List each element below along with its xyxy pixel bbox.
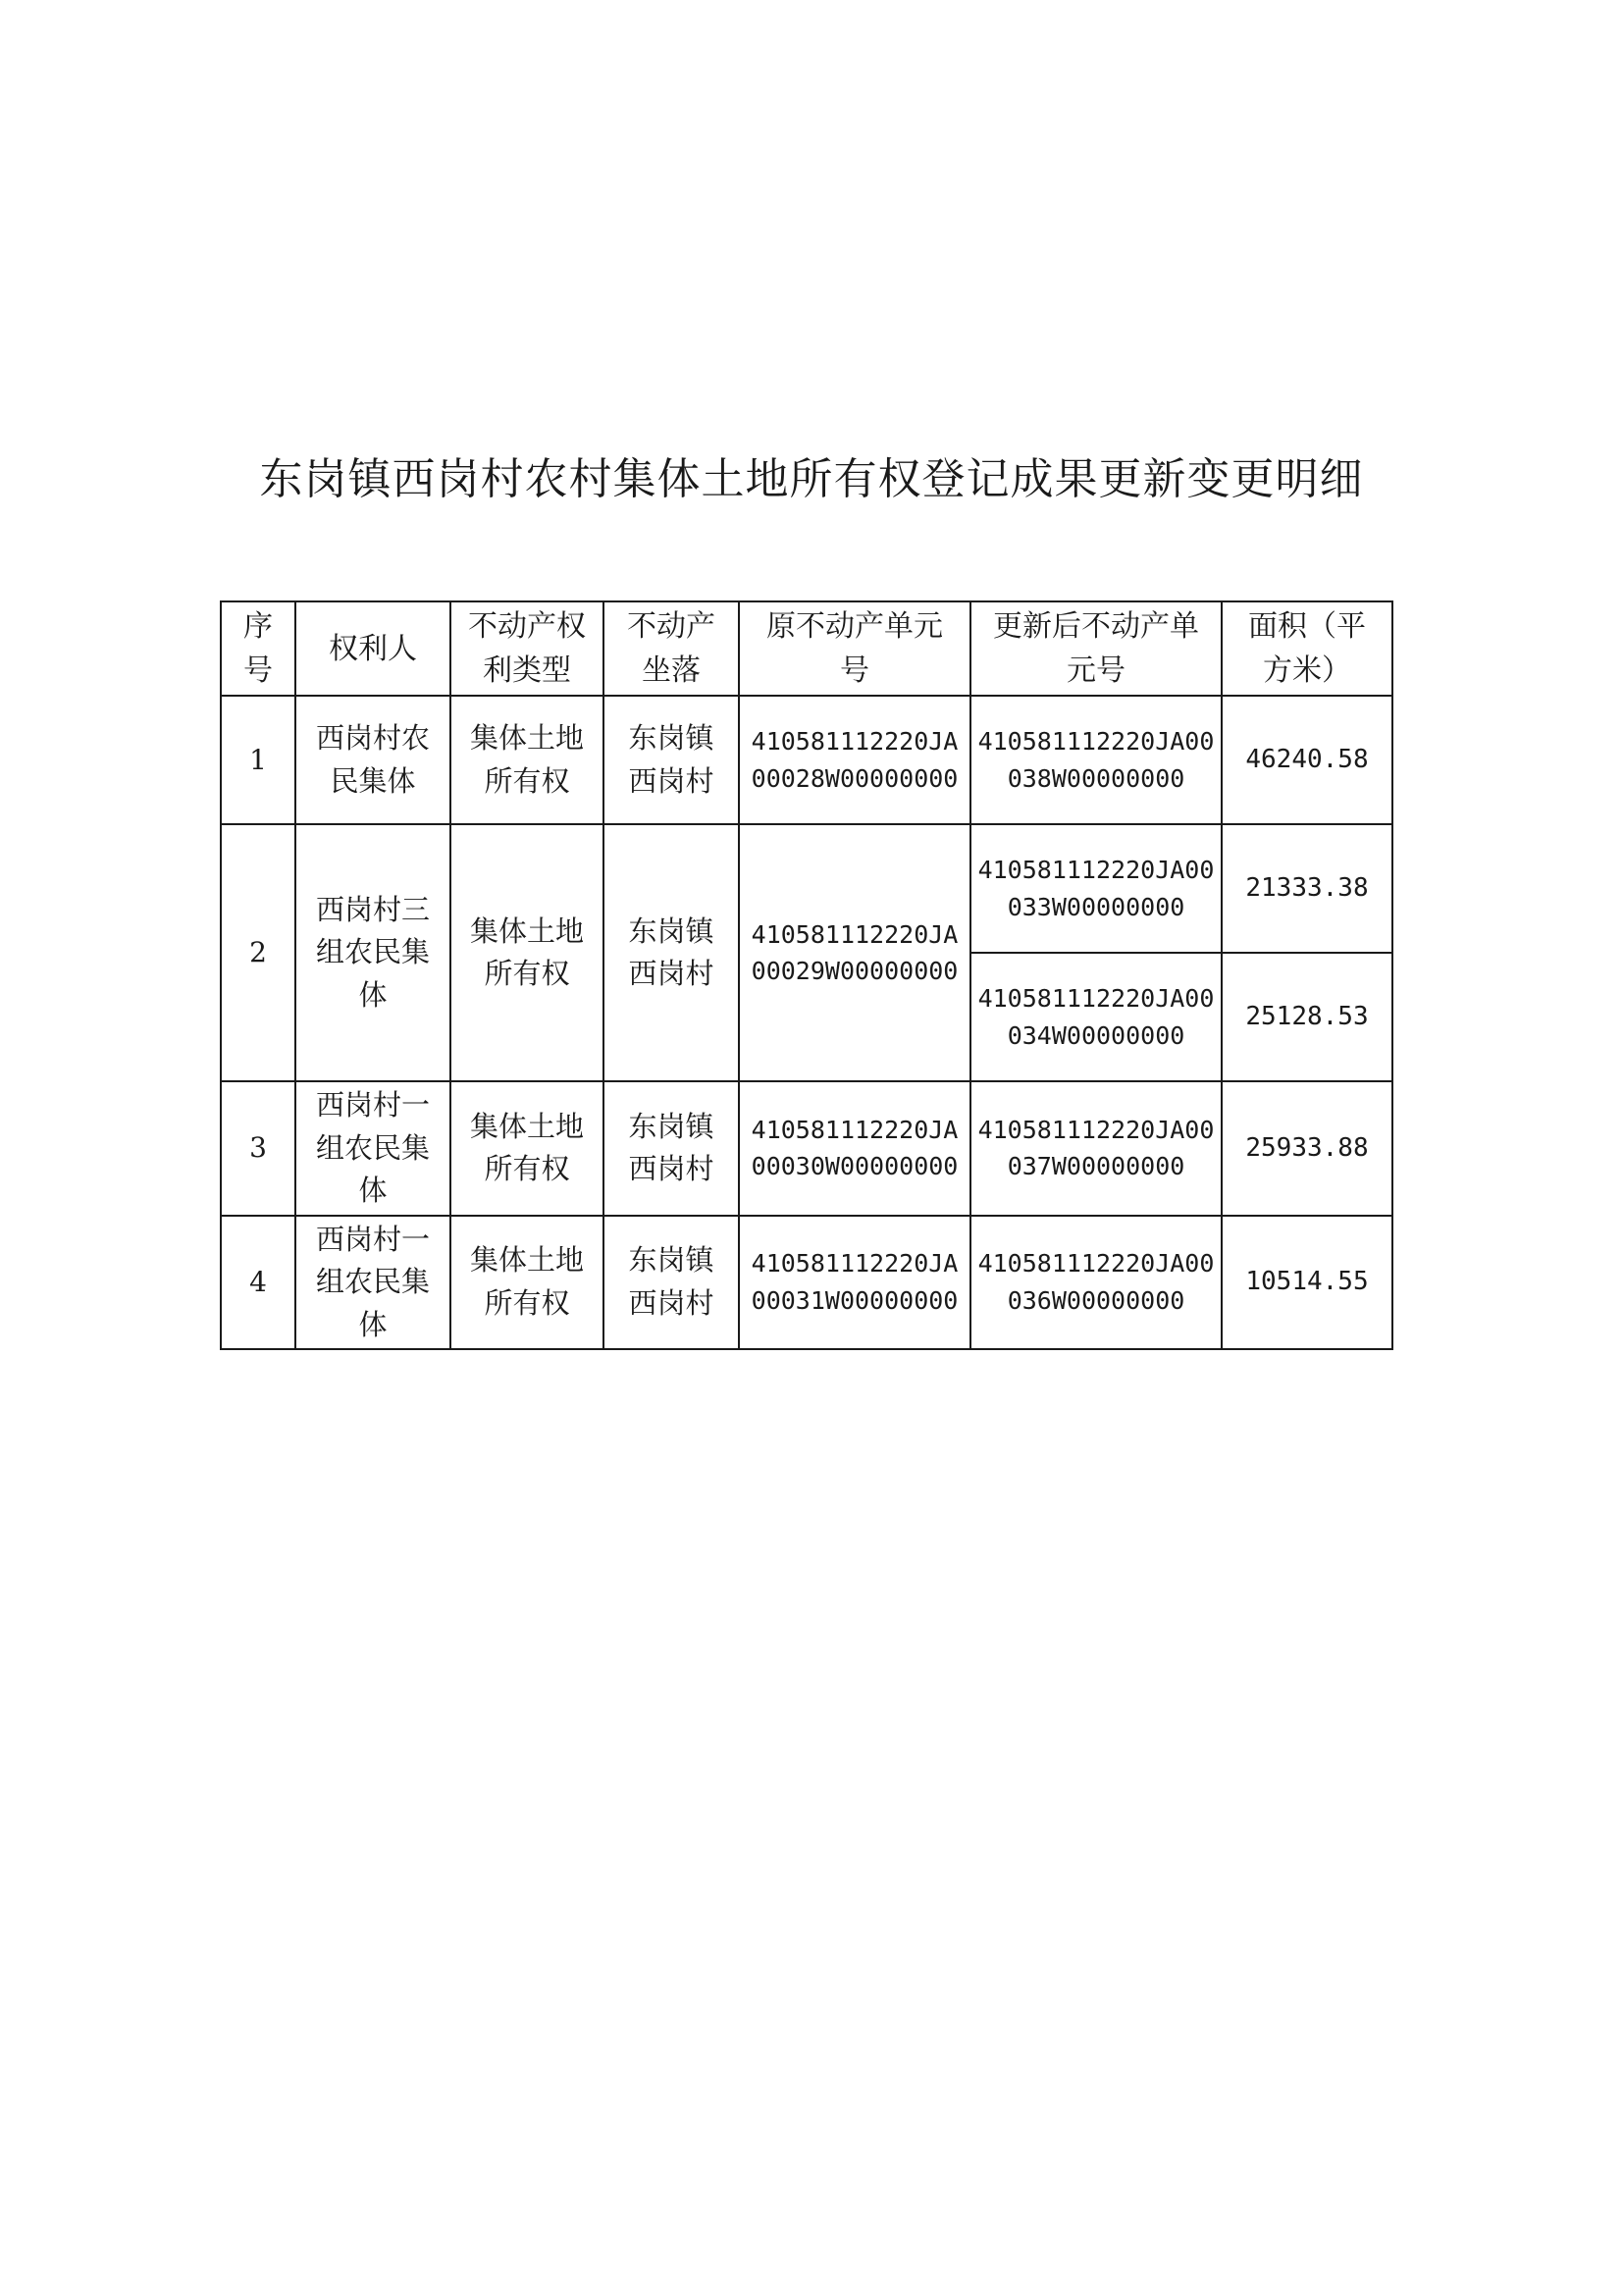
cell-seq: 1	[221, 696, 295, 824]
cell-area: 46240.58	[1222, 696, 1392, 824]
cell-seq: 4	[221, 1216, 295, 1350]
cell-new-unit: 410581112220JA00033W00000000	[970, 824, 1222, 953]
table-header-row	[221, 601, 1392, 696]
cell-location: 东岗镇西岗村	[603, 824, 739, 1081]
cell-old-unit: 410581112220JA00028W00000000	[739, 696, 970, 824]
cell-seq: 2	[221, 824, 295, 1081]
header-old-unit: 原不动产单元号	[739, 601, 970, 696]
cell-owner: 西岗村一组农民集体	[295, 1216, 450, 1350]
table-row	[221, 824, 1392, 953]
table-row	[221, 1081, 1392, 1216]
header-seq: 序号	[221, 601, 295, 696]
cell-new-unit: 410581112220JA00038W00000000	[970, 696, 1222, 824]
cell-new-unit: 410581112220JA00034W00000000	[970, 953, 1222, 1081]
cell-area: 10514.55	[1222, 1216, 1392, 1350]
cell-area: 21333.38	[1222, 824, 1392, 953]
table-row	[221, 1216, 1392, 1350]
cell-owner: 西岗村农民集体	[295, 696, 450, 824]
cell-old-unit: 410581112220JA00029W00000000	[739, 824, 970, 1081]
cell-seq: 3	[221, 1081, 295, 1216]
cell-old-unit: 410581112220JA00031W00000000	[739, 1216, 970, 1350]
cell-location: 东岗镇西岗村	[603, 1081, 739, 1216]
cell-area: 25128.53	[1222, 953, 1392, 1081]
table-row	[221, 696, 1392, 824]
change-detail-table	[220, 600, 1393, 1350]
header-new-unit: 更新后不动产单元号	[970, 601, 1222, 696]
cell-right-type: 集体土地所有权	[450, 1081, 603, 1216]
cell-location: 东岗镇西岗村	[603, 696, 739, 824]
cell-new-unit: 410581112220JA00036W00000000	[970, 1216, 1222, 1350]
cell-owner: 西岗村三组农民集体	[295, 824, 450, 1081]
header-location: 不动产坐落	[603, 601, 739, 696]
cell-right-type: 集体土地所有权	[450, 824, 603, 1081]
cell-right-type: 集体土地所有权	[450, 1216, 603, 1350]
header-area: 面积（平方米）	[1222, 601, 1392, 696]
cell-old-unit: 410581112220JA00030W00000000	[739, 1081, 970, 1216]
cell-owner: 西岗村一组农民集体	[295, 1081, 450, 1216]
cell-right-type: 集体土地所有权	[450, 696, 603, 824]
cell-location: 东岗镇西岗村	[603, 1216, 739, 1350]
header-right-type: 不动产权利类型	[450, 601, 603, 696]
cell-new-unit: 410581112220JA00037W00000000	[970, 1081, 1222, 1216]
document-title: 东岗镇西岗村农村集体土地所有权登记成果更新变更明细	[259, 454, 1364, 504]
header-owner: 权利人	[295, 601, 450, 696]
cell-area: 25933.88	[1222, 1081, 1392, 1216]
